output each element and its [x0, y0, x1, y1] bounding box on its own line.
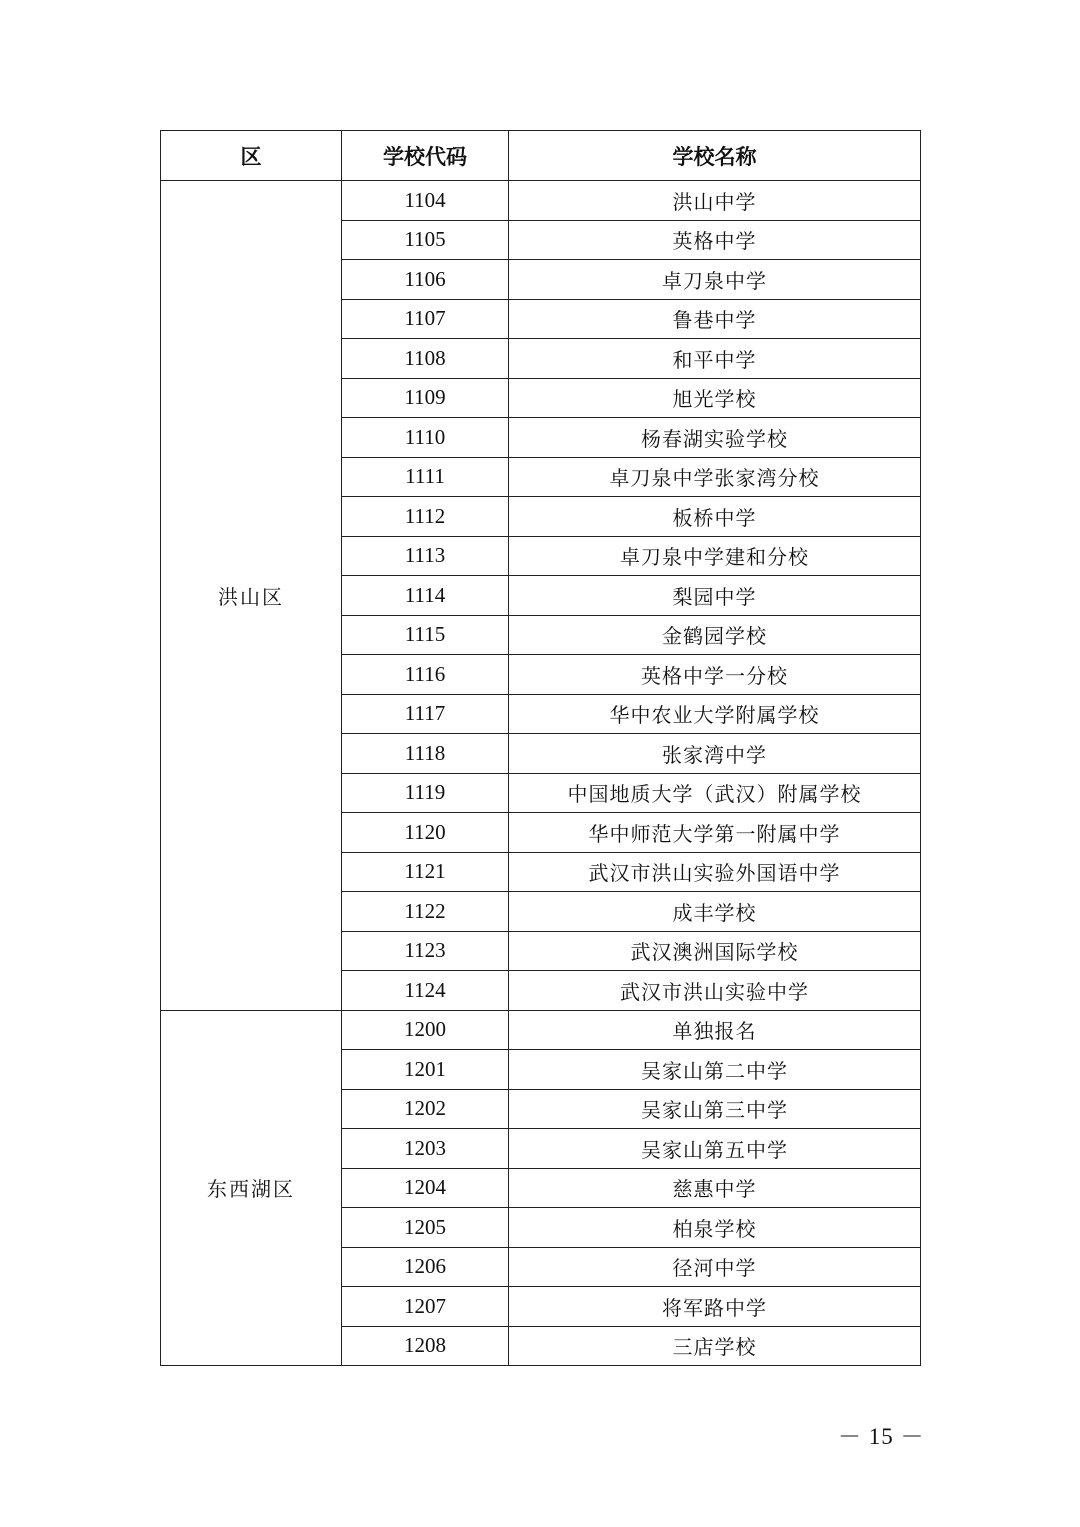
school-name-cell: 单独报名: [509, 1010, 921, 1050]
school-name-cell: 和平中学: [509, 339, 921, 379]
school-name-cell: 洪山中学: [509, 181, 921, 221]
school-code-cell: 1115: [342, 615, 509, 655]
school-code-cell: 1123: [342, 931, 509, 971]
school-code-cell: 1200: [342, 1010, 509, 1050]
school-name-cell: 梨园中学: [509, 576, 921, 616]
school-code-cell: 1201: [342, 1050, 509, 1090]
school-code-cell: 1109: [342, 378, 509, 418]
school-code-cell: 1111: [342, 457, 509, 497]
school-code-cell: 1207: [342, 1287, 509, 1327]
school-name-cell: 武汉市洪山实验外国语中学: [509, 852, 921, 892]
school-code-cell: 1106: [342, 260, 509, 300]
school-code-cell: 1205: [342, 1208, 509, 1248]
school-name-cell: 武汉澳洲国际学校: [509, 931, 921, 971]
school-name-cell: 英格中学: [509, 220, 921, 260]
district-cell: 洪山区: [161, 181, 342, 1011]
school-name-cell: 卓刀泉中学: [509, 260, 921, 300]
school-code-cell: 1112: [342, 497, 509, 537]
school-name-cell: 华中农业大学附属学校: [509, 694, 921, 734]
school-name-cell: 径河中学: [509, 1247, 921, 1287]
school-code-cell: 1120: [342, 813, 509, 853]
school-name-cell: 三店学校: [509, 1326, 921, 1366]
district-header: 区: [161, 131, 342, 181]
school-name-cell: 华中师范大学第一附属中学: [509, 813, 921, 853]
school-name-header: 学校名称: [509, 131, 921, 181]
school-name-cell: 吴家山第三中学: [509, 1089, 921, 1129]
school-name-cell: 吴家山第五中学: [509, 1129, 921, 1169]
school-name-cell: 旭光学校: [509, 378, 921, 418]
school-code-header: 学校代码: [342, 131, 509, 181]
school-name-cell: 卓刀泉中学张家湾分校: [509, 457, 921, 497]
table-row: [161, 1010, 921, 1050]
school-code-cell: 1110: [342, 418, 509, 458]
school-code-table: [160, 130, 921, 1366]
school-name-cell: 中国地质大学（武汉）附属学校: [509, 773, 921, 813]
table-row: [161, 181, 921, 221]
school-code-cell: 1105: [342, 220, 509, 260]
school-name-cell: 张家湾中学: [509, 734, 921, 774]
district-cell: 东西湖区: [161, 1010, 342, 1366]
school-code-cell: 1104: [342, 181, 509, 221]
school-code-cell: 1118: [342, 734, 509, 774]
school-code-cell: 1107: [342, 299, 509, 339]
school-code-cell: 1114: [342, 576, 509, 616]
school-code-cell: 1119: [342, 773, 509, 813]
school-name-cell: 吴家山第二中学: [509, 1050, 921, 1090]
school-name-cell: 柏泉学校: [509, 1208, 921, 1248]
school-code-cell: 1122: [342, 892, 509, 932]
school-name-cell: 慈惠中学: [509, 1168, 921, 1208]
school-code-cell: 1113: [342, 536, 509, 576]
school-name-cell: 将军路中学: [509, 1287, 921, 1327]
school-name-cell: 鲁巷中学: [509, 299, 921, 339]
school-name-cell: 板桥中学: [509, 497, 921, 537]
school-code-cell: 1116: [342, 655, 509, 695]
school-code-cell: 1204: [342, 1168, 509, 1208]
school-code-cell: 1206: [342, 1247, 509, 1287]
school-name-cell: 卓刀泉中学建和分校: [509, 536, 921, 576]
school-code-cell: 1121: [342, 852, 509, 892]
school-name-cell: 成丰学校: [509, 892, 921, 932]
school-name-cell: 杨春湖实验学校: [509, 418, 921, 458]
header-row: [161, 131, 921, 181]
school-code-cell: 1124: [342, 971, 509, 1011]
school-code-cell: 1202: [342, 1089, 509, 1129]
school-code-cell: 1108: [342, 339, 509, 379]
table-body: [161, 181, 921, 1366]
school-name-cell: 金鹤园学校: [509, 615, 921, 655]
school-code-cell: 1203: [342, 1129, 509, 1169]
school-code-cell: 1117: [342, 694, 509, 734]
page-number: － 15 －: [838, 1424, 925, 1449]
school-code-cell: 1208: [342, 1326, 509, 1366]
school-name-cell: 武汉市洪山实验中学: [509, 971, 921, 1011]
school-name-cell: 英格中学一分校: [509, 655, 921, 695]
